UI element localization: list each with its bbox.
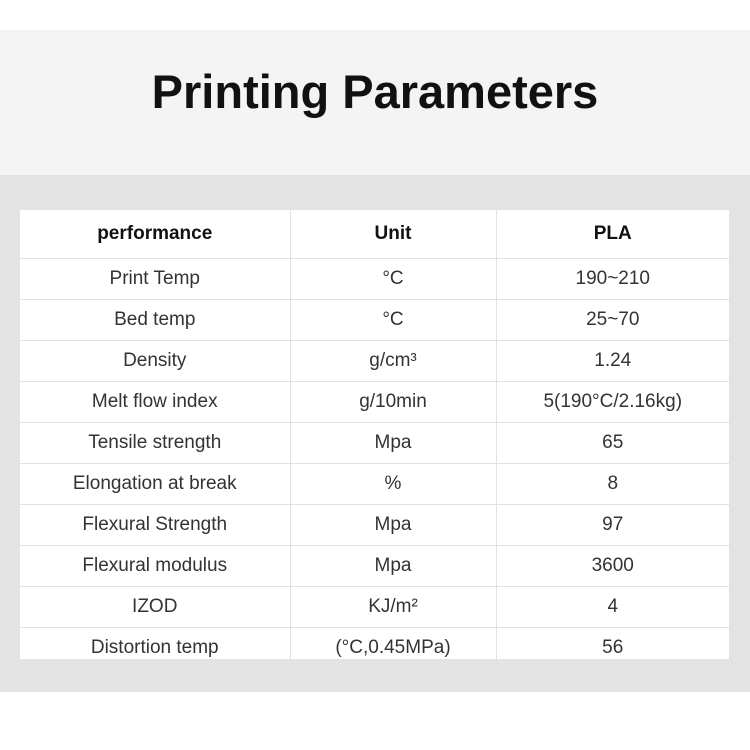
cell-pla: 56	[496, 628, 729, 669]
table-row	[20, 546, 729, 587]
cell-pla: 3600	[496, 546, 729, 587]
cell-performance: IZOD	[20, 587, 290, 628]
cell-performance: Elongation at break	[20, 464, 290, 505]
table-row	[20, 423, 729, 464]
table-row	[20, 341, 729, 382]
cell-performance: Tensile strength	[20, 423, 290, 464]
header-unit: Unit	[290, 210, 496, 259]
cell-performance: Density	[20, 341, 290, 382]
cell-performance: Print Temp	[20, 259, 290, 300]
cell-unit: °C	[290, 259, 496, 300]
cell-unit: Mpa	[290, 505, 496, 546]
cell-performance: Flexural modulus	[20, 546, 290, 587]
cell-unit: (°C,0.45MPa)	[290, 628, 496, 669]
cell-pla: 190~210	[496, 259, 729, 300]
cell-pla: 97	[496, 505, 729, 546]
cell-pla: 4	[496, 587, 729, 628]
cell-pla: 5(190°C/2.16kg)	[496, 382, 729, 423]
table-row	[20, 587, 729, 628]
table-row	[20, 382, 729, 423]
cell-unit: °C	[290, 300, 496, 341]
cell-unit: g/10min	[290, 382, 496, 423]
cell-pla: 1.24	[496, 341, 729, 382]
page-title: Printing Parameters	[151, 65, 599, 118]
cell-performance: Distortion temp	[90, 637, 219, 658]
cell-unit: g/cm³	[290, 341, 496, 382]
cell-performance: Bed temp	[20, 300, 290, 341]
cell-unit: Mpa	[290, 546, 496, 587]
cell-pla: 25~70	[496, 300, 729, 341]
header-pla: PLA	[496, 210, 729, 259]
parameters-table	[20, 210, 729, 668]
cell-unit: %	[290, 464, 496, 505]
cell-unit: KJ/m²	[290, 587, 496, 628]
table-row	[20, 464, 729, 505]
bottom-margin	[0, 692, 750, 750]
table-row	[20, 505, 729, 546]
cell-pla: 65	[496, 423, 729, 464]
cell-unit: Mpa	[290, 423, 496, 464]
header-performance: performance	[20, 210, 290, 259]
cell-performance: Melt flow index	[20, 382, 290, 423]
table-header-row	[20, 210, 729, 259]
cell-performance: Flexural Strength	[20, 505, 290, 546]
table-row	[20, 300, 729, 341]
table-row	[20, 628, 729, 669]
cell-pla: 8	[496, 464, 729, 505]
table-row	[20, 259, 729, 300]
